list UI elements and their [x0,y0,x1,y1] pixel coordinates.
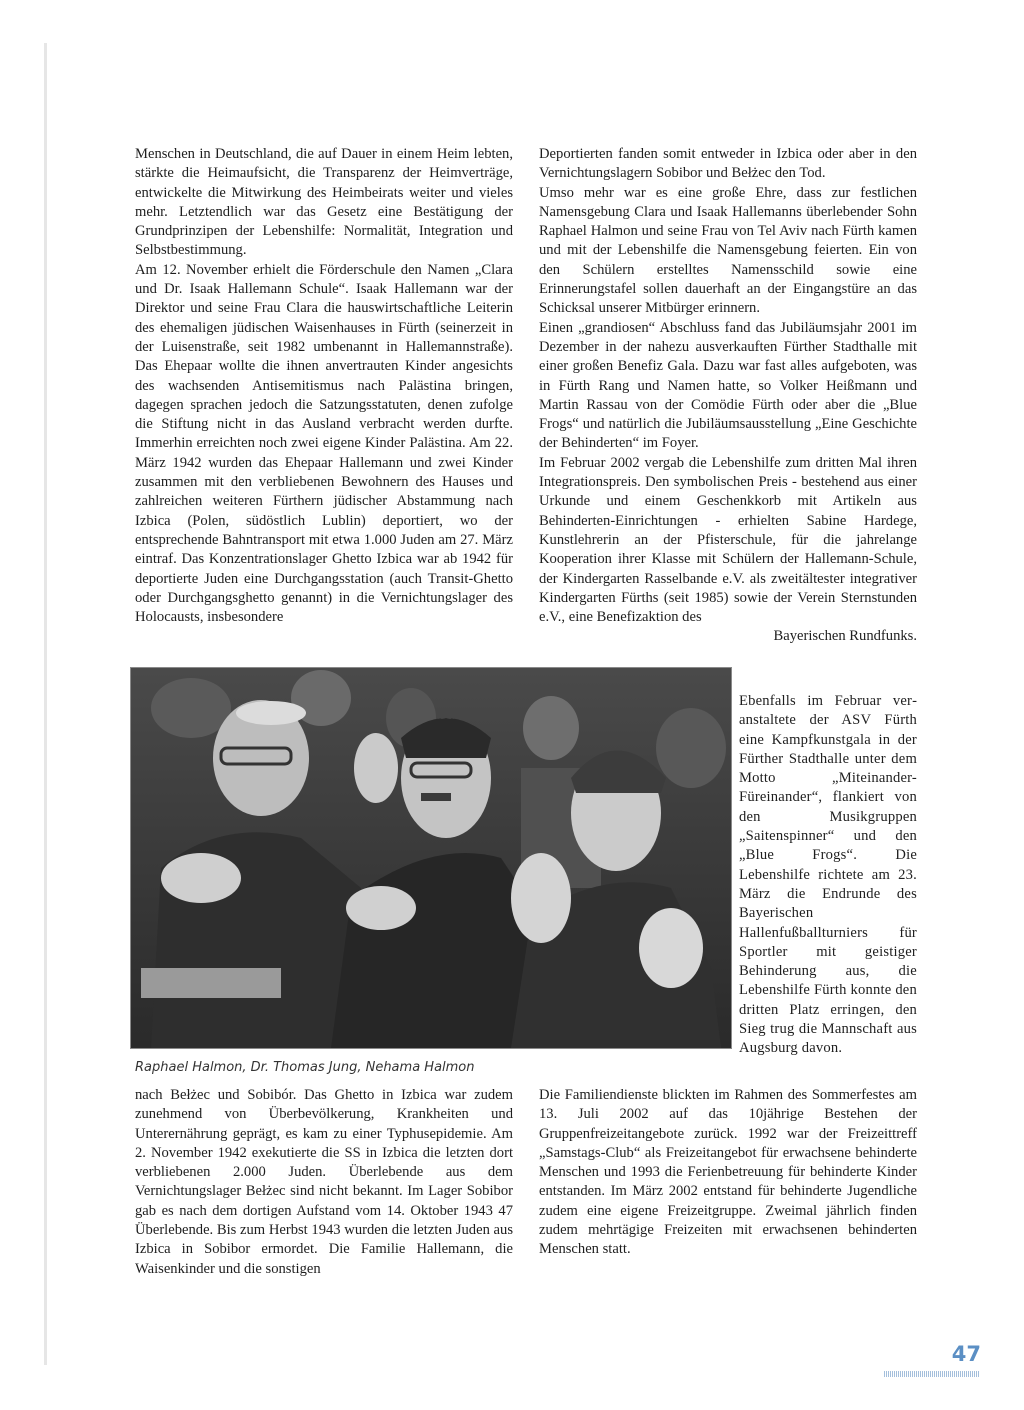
paragraph-last-line: Bayerischen Rundfunks. [773,628,917,645]
paragraph: Umso mehr war es eine große Ehre, dass zur festlichen Namensgebung Clara und Isaak Hallemanns überlebender Sohn Raphael Halmon und seine Frau von Tel Aviv nach Fürth kamen und mit der Lebenshilfe die Namensgebung feierten. Ein von den Schülern erstelltes Namensschild sowie eine Erinnerungstafel sollen dauerhaft an der Eingangstüre an das Schicksal unserer Mitbürger erinnern. [539,184,917,317]
paragraph: Im Februar 2002 vergab die Lebenshilfe zum dritten Mal ihren Integrationspreis. Den symbolischen Preis - bestehend aus einer Urkunde und einem Geschenkkorb mit Artikeln aus Behinderten-Einrichtungen - erhielten Sabine Hardege, Kunstlehrerin an der Pfisterschule, für die jahrelange Kooperation ihrer Klasse mit Schülern der Hallemann-Schule, der Kindergarten Rasselbande e.V. als zweitältester integrativer Kindergarten Fürths (seit 1985) sowie der Verein Sternstunden e.V., eine Benefizaktion des [539,454,917,626]
photo-image [131,668,731,1048]
right-column-narrow [739,692,917,1059]
right-column-top [539,145,917,647]
left-column-bottom [135,1086,513,1279]
paragraph: Die Familiendienste blickten im Rahmen des Sommerfestes am 13. Juli 2002 auf das 10jährige Bestehen der Gruppenfreizeitangebote zurück. 1992 war der Freizeittreff „Samstags-Club“ als Freizeitangebot für erwachsene behinderte Menschen und 1993 die Ferienbetreuung für behinderte Kinder entstanden. Im März 2002 entstand für behinderte Jugendliche zudem eine eigene Freizeitgruppe. Zweimal jährlich finden zudem mehrtägige Freizeiten mit erwachsenen behinderten Menschen statt. [539,1087,917,1258]
paragraph: Deportierten fanden somit entweder in Izbica oder aber in den Vernichtungslagern Sobibor und Bełżec den Tod. [539,146,917,182]
page-number: 47 [951,1342,981,1366]
paragraph: Ebenfalls im Februar veranstaltete der ASV Fürth eine Kampfkunstgala in der Fürther Stadthalle unter dem Motto „Miteinander-Füreinander“, flankiert von den Musikgruppen „Saitenspinner“ und den „Blue Frogs“. Die Lebenshilfe richtete am 23. März die Endrunde des Bayerischen Hallenfußballturniers für Sportler mit geistiger Behinderung aus, die Lebenshilfe Fürth konnte den dritten Platz erringen, den Sieg trug die Mannschaft aus Augsburg davon. [739,693,917,1057]
page-margin-rule [44,43,47,1365]
paragraph: Menschen in Deutschland, die auf Dauer in einem Heim lebten, stärkte die Heimaufsicht, die Transparenz der Heimverträge, entwickelte die Mitwirkung des Heimbeirats weiter und vieles mehr. Letztendlich war das Gesetz eine Bestätigung der Grundprinzipen der Lebenshilfe: Normalität, Integration und Selbstbestimmung. [135,146,513,259]
event-photo [130,667,732,1049]
paragraph: Am 12. November erhielt die Förderschule den Namen „Clara und Dr. Isaak Hallemann Schule“. Isaak Hallemann war der Direktor und seine Frau Clara die hauswirtschaftliche Leiterin des ehemaligen jüdischen Waisenhauses in Fürth (seinerzeit in der Luisenstraße, seit 1982 umbenannt in Hallemannstraße). Das Ehepaar wollte die ihnen anvertrauten Kinder angesichts des wachsenden Antisemitismus nach Palästina bringen, dagegen sprachen jedoch die Satzungsstatuten, denen zufolge die Stiftung nicht in das Ausland verbracht werden durfte. Immerhin erreichten noch zwei eigene Kinder Palästina. Am 22. März 1942 wurden das Ehepaar Hallemann und zwei Kinder zusammen mit den verbliebenen Bewohnern des Hauses und zahlreichen weiteren Fürthern jüdischer Abstammung nach Izbica (Polen, südöstlich Lublin) deportiert, wo der entsprechende Bahntransport mit etwa 1.000 Juden am 27. März eintraf. Das Konzentrationslager Ghetto Izbica war ab 1942 für deportierte Juden eine Durchgangsstation (auch Transit-Ghetto oder Durchgangsghetto genannt) in die Vernichtungslager des Holocausts, insbesondere [135,261,513,626]
page-number-decoration [884,1371,980,1377]
photo-caption: Raphael Halmon, Dr. Thomas Jung, Nehama Halmon [135,1060,475,1075]
paragraph: Einen „grandiosen“ Abschluss fand das Jubiläumsjahr 2001 im Dezember in der nahezu ausverkauften Fürther Stadthalle mit einer großen Benefiz Gala. Dazu war fast alles aufgeboten, was in Fürth Rang und Namen hatte, so Volker Heißmann und Martin Rassau von der Comödie Fürth oder aber die „Blue Frogs“ und natürlich die Jubiläumsausstellung „Eine Geschichte der Behinderten“ im Foyer. [539,319,917,452]
paragraph: nach Bełżec und Sobibór. Das Ghetto in Izbica war zudem zunehmend von Überbevölkerung, Krankheiten und Unterernährung geprägt, es kam zu einer Typhusepidemie. Am 2. November 1942 exekutierte die SS in Izbica die letzten dort verbliebenen 2.000 Juden. Überlebende aus dem Vernichtungslager Bełżec sind nicht bekannt. Im Lager Sobibor gab es nach dem dortigen Aufstand vom 14. Oktober 1943 47 Überlebende. Bis zum Herbst 1943 wurden die letzten Juden aus Izbica in Sobibor ermordet. Die Familie Hallemann, die Waisenkinder und die sonstigen [135,1087,513,1277]
left-column-top [135,145,513,627]
right-column-bottom [539,1086,917,1260]
